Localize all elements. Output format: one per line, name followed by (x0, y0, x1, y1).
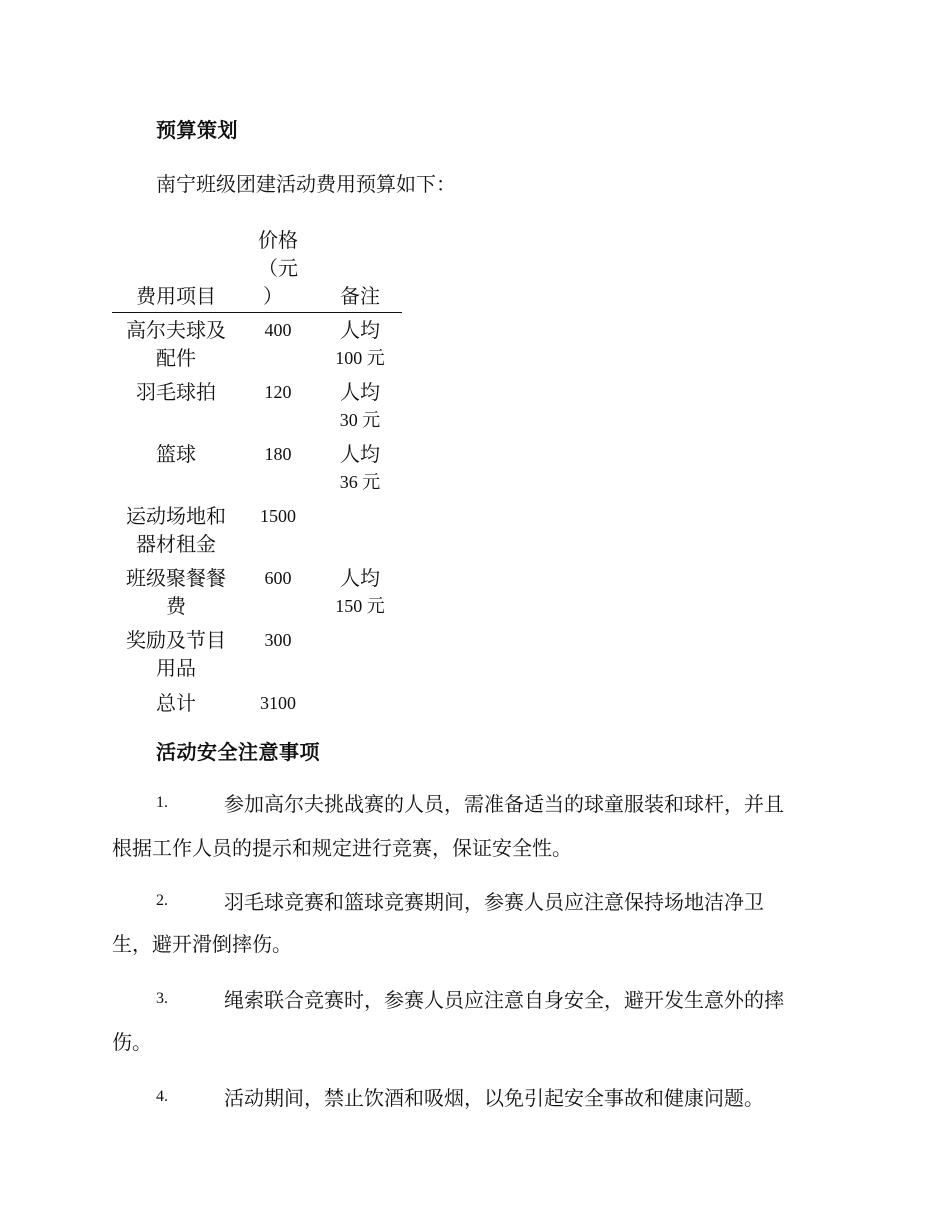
table-cell-item: 费 (166, 594, 186, 618)
list-item-text: 参加高尔夫挑战赛的人员，需准备适当的球童服装和球杆，并且 (224, 792, 784, 816)
budget-heading: 预算策划 (156, 118, 238, 142)
table-cell-note: 100 元 (335, 348, 385, 368)
list-number: 3. (156, 990, 168, 1007)
table-cell-item-total: 总计 (156, 691, 196, 715)
table-cell-note: 人均 (340, 442, 380, 466)
list-number: 1. (156, 794, 168, 811)
table-cell-note: 人均 (340, 318, 380, 342)
list-item-text-continued: 根据工作人员的提示和规定进行竞赛，保证安全性。 (112, 836, 572, 860)
header-price-line3: ） (263, 284, 283, 308)
list-item-text-continued: 生，避开滑倒摔伤。 (112, 932, 292, 956)
table-cell-item: 运动场地和 (126, 504, 226, 528)
table-cell-item: 用品 (156, 656, 196, 680)
table-cell-price: 300 (264, 630, 292, 650)
safety-heading: 活动安全注意事项 (156, 740, 320, 764)
table-cell-note: 人均 (340, 380, 380, 404)
list-number: 2. (156, 892, 168, 909)
list-item-text-continued: 伤。 (112, 1030, 152, 1054)
list-item-text: 羽毛球竞赛和篮球竞赛期间，参赛人员应注意保持场地洁净卫 (224, 890, 764, 914)
list-number: 4. (156, 1088, 168, 1105)
table-cell-price: 1500 (260, 506, 296, 526)
table-cell-price-total: 3100 (260, 693, 296, 713)
table-cell-note: 人均 (340, 566, 380, 590)
table-cell-item: 奖励及节目 (126, 628, 226, 652)
header-item: 费用项目 (136, 284, 216, 308)
header-note: 备注 (340, 284, 380, 308)
table-cell-item: 班级聚餐餐 (126, 566, 226, 590)
table-cell-price: 120 (264, 382, 292, 402)
table-cell-item: 篮球 (156, 442, 196, 466)
table-header-rule (112, 312, 402, 313)
header-item-spacer (112, 226, 240, 254)
budget-intro: 南宁班级团建活动费用预算如下： (156, 172, 456, 196)
header-price-line1: 价格 (258, 228, 298, 252)
list-item-text: 绳索联合竞赛时，参赛人员应注意自身安全，避开发生意外的摔 (224, 988, 784, 1012)
table-cell-item: 高尔夫球及 (126, 318, 226, 342)
table-cell-note: 30 元 (339, 410, 381, 430)
table-cell-price: 400 (264, 320, 292, 340)
table-cell-item: 羽毛球拍 (136, 380, 216, 404)
table-cell-price: 600 (264, 568, 292, 588)
table-cell-note: 150 元 (335, 596, 385, 616)
table-cell-note: 36 元 (339, 472, 381, 492)
table-cell-item: 配件 (156, 346, 196, 370)
table-cell-price: 180 (264, 444, 292, 464)
table-cell-item: 器材租金 (136, 532, 216, 556)
header-price-line2: （元 (258, 256, 298, 280)
list-item-text: 活动期间，禁止饮酒和吸烟，以免引起安全事故和健康问题。 (224, 1086, 764, 1110)
